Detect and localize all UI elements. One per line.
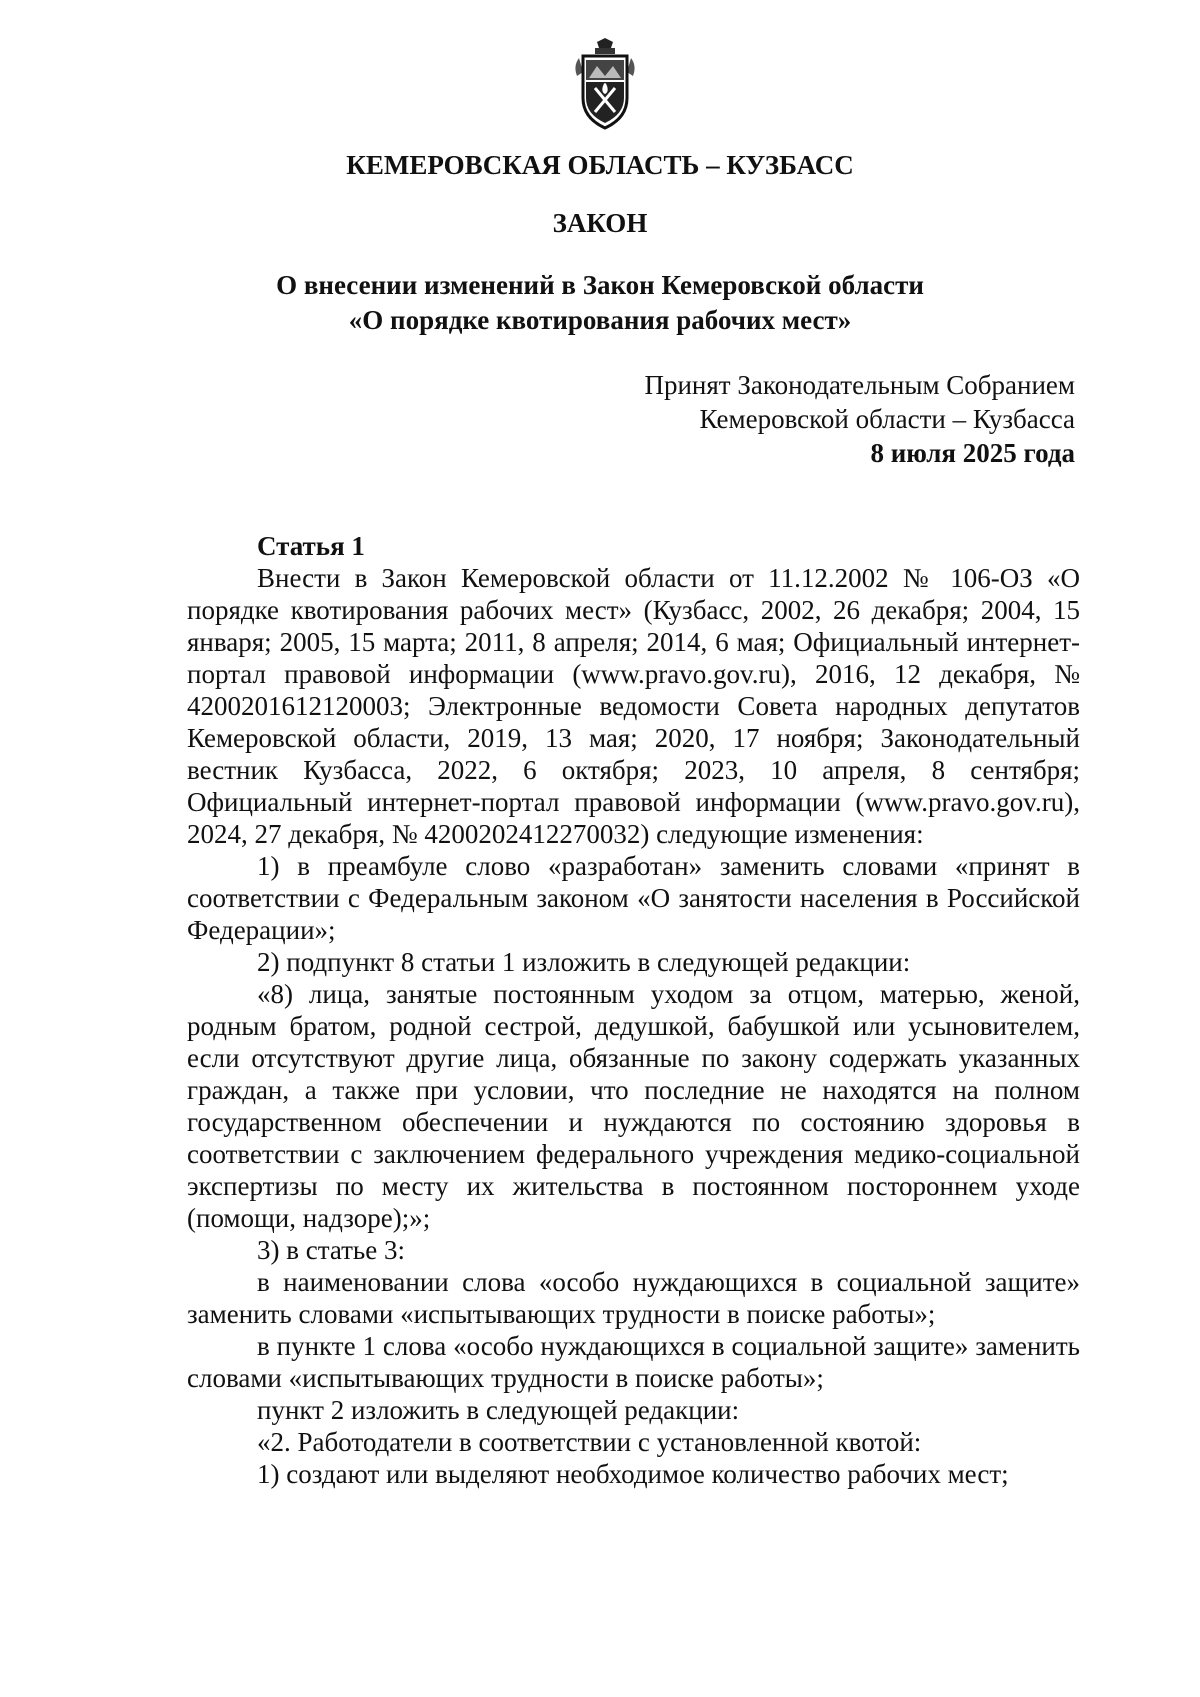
adoption-line-2: Кемеровской области – Кузбасса — [699, 404, 1075, 434]
document-type: ЗАКОН — [552, 208, 648, 238]
paragraph: «2. Работодатели в соответствии с установленной квотой: — [257, 1427, 922, 1457]
article-1 — [187, 530, 1080, 1490]
article-title: Статья 1 — [257, 531, 365, 561]
adoption-block — [644, 368, 1075, 470]
paragraph: пункт 2 изложить в следующей редакции: — [257, 1395, 740, 1425]
law-title — [0, 268, 1200, 338]
paragraph: 3) в статье 3: — [257, 1235, 405, 1265]
adoption-line-1: Принят Законодательным Собранием — [644, 370, 1075, 400]
paragraph: Внести в Закон Кемеровской области от 11.12.2002 № 106-ОЗ «О порядке квотирования рабочих мест» (Кузбасс, 2002, 26 декабря; 2004, 15 января; 2005, 15 марта; 2011, 8 апреля; 2014, 6 мая; Официальный интернет-портал правовой информации (www.pravo.gov.ru), 2016, 12 декабря, № 4200201612120003; Электронные ведомости Совета народных депутатов Кемеровской области, 2019, 13 мая; 2020, 17 ноября; Законодательный вестник Кузбасса, 2022, 6 октября; 2023, 10 апреля, 8 сентября; Официальный интернет-портал правовой информации (www.pravo.gov.ru), 2024, 27 декабря, № 4200202412270032) следующие изменения: — [187, 563, 1080, 849]
adoption-date: 8 июля 2025 года — [870, 438, 1075, 468]
paragraph: 2) подпункт 8 статьи 1 изложить в следующей редакции: — [257, 947, 911, 977]
paragraph: 1) создают или выделяют необходимое количество рабочих мест; — [257, 1459, 1009, 1489]
paragraph: 1) в преамбуле слово «разработан» заменить словами «принят в соответствии с Федеральным законом «О занятости населения в Российской Федерации»; — [187, 851, 1080, 945]
law-title-line-2: «О порядке квотирования рабочих мест» — [348, 305, 852, 335]
paragraph: «8) лица, занятые постоянным уходом за отцом, матерью, женой, родным братом, родной сестрой, дедушкой, бабушкой или усыновителем, если отсутствуют другие лица, обязанные по закону содержать указанных граждан, а также при условии, что последние не находятся на полном государственном обеспечении и нуждаются по состоянию здоровья в соответствии с заключением федерального учреждения медико-социальной экспертизы по месту их жительства в постоянном постороннем уходе (помощи, надзоре);»; — [187, 979, 1080, 1233]
coat-of-arms-icon — [565, 36, 645, 134]
paragraph: в пункте 1 слова «особо нуждающихся в социальной защите» заменить словами «испытывающих трудности в поиске работы»; — [187, 1331, 1080, 1393]
paragraph: в наименовании слова «особо нуждающихся в социальной защите» заменить словами «испытывающих трудности в поиске работы»; — [187, 1267, 1080, 1329]
law-title-line-1: О внесении изменений в Закон Кемеровской области — [276, 270, 924, 300]
region-name: КЕМЕРОВСКАЯ ОБЛАСТЬ – КУЗБАСС — [346, 150, 854, 180]
